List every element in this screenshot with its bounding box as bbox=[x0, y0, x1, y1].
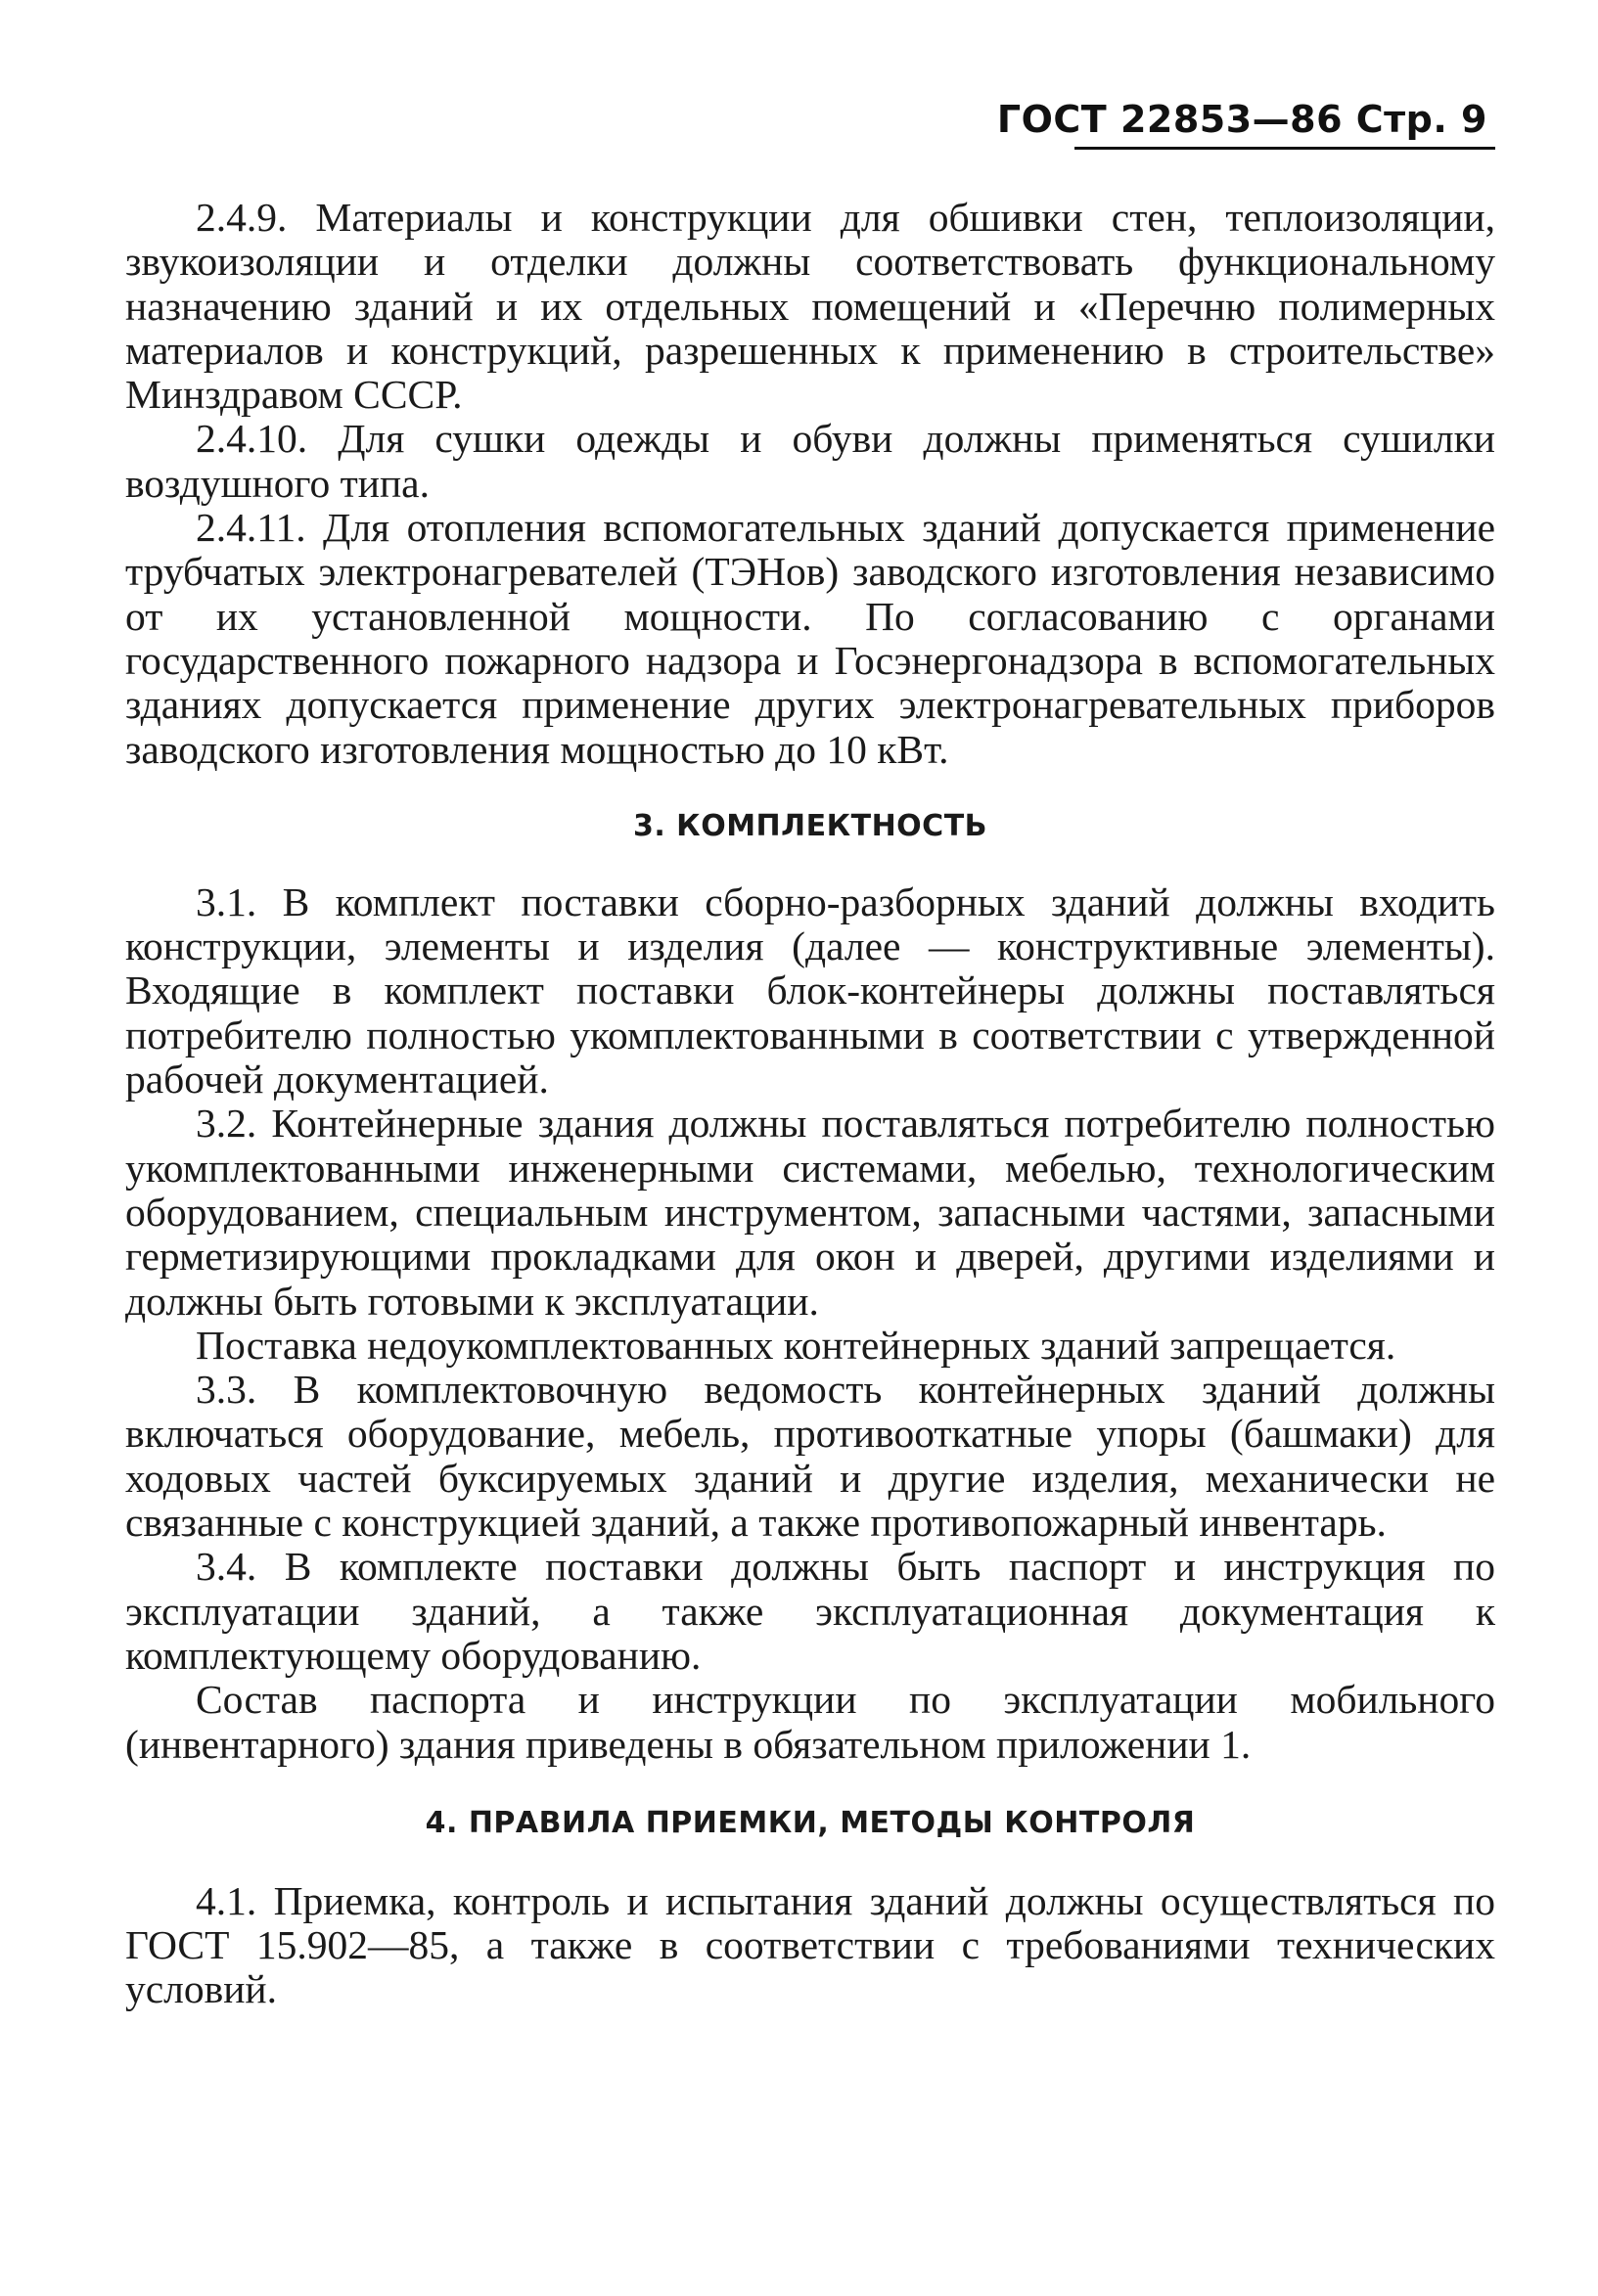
paragraph-3-2-note: Поставка недоукомплектованных контейнерных зданий запрещается. bbox=[196, 1322, 1396, 1368]
body-text bbox=[125, 196, 1495, 2012]
running-header: ГОСТ 22853—86 Стр. 9 bbox=[996, 98, 1487, 141]
section-3-heading: 3. КОМПЛЕКТНОСТЬ bbox=[632, 808, 988, 843]
paragraph-2-4-11: 2.4.11. Для отопления вспомогательных зданий допускается применение трубчатых электронагревателей (ТЭНов) заводского изготовления независимо от их установленной мощности. По согласованию с органами государственного пожарного надзора и Госэнергонадзора в вспомогательных зданиях допускается применение других электронагревательных приборов заводского изготовления мощностью до 10 кВт. bbox=[125, 505, 1495, 772]
document-page bbox=[125, 0, 1495, 2296]
paragraph-2-4-10: 2.4.10. Для сушки одежды и обуви должны применяться сушилки воздушного типа. bbox=[125, 416, 1495, 506]
paragraph-4-1: 4.1. Приемка, контроль и испытания зданий должны осуществляться по ГОСТ 15.902—85, а также в соответствии с требованиями технических условий. bbox=[125, 1877, 1495, 2012]
paragraph-3-1: 3.1. В комплект поставки сборно-разборных зданий должны входить конструкции, элементы и изделия (далее — конструктивные элементы). Входящие в комплект поставки блок-контейнеры должны поставляться потребителю полностью укомплектованными в соответствии с утвержденной рабочей документацией. bbox=[125, 878, 1495, 1103]
paragraph-3-3: 3.3. В комплектовочную ведомость контейнерных зданий должны включаться оборудование, мебель, противооткатные упоры (башмаки) для ходовых частей буксируемых зданий и другие изделия, механически не связанные с конструкцией зданий, а также противопожарный инвентарь. bbox=[125, 1367, 1495, 1546]
paragraph-3-4-note: Состав паспорта и инструкции по эксплуатации мобильного (инвентарного) здания приведены в обязательном приложении 1. bbox=[125, 1677, 1495, 1767]
paragraph-3-2: 3.2. Контейнерные здания должны поставляться потребителю полностью укомплектованными инженерными системами, мебелью, технологическим оборудованием, специальным инструментом, запасными частями, запасными герметизирующими прокладками для окон и дверей, другими изделиями и должны быть готовыми к эксплуатации. bbox=[125, 1101, 1495, 1324]
paragraph-3-4: 3.4. В комплекте поставки должны быть паспорт и инструкция по эксплуатации зданий, а также эксплуатационная документация к комплектующему оборудованию. bbox=[125, 1544, 1495, 1678]
paragraph-2-4-9: 2.4.9. Материалы и конструкции для обшивки стен, теплоизоляции, звукоизоляции и отделки должны соответствовать функциональному назначению зданий и их отдельных помещений и «Перечню полимерных материалов и конструкций, разрешенных к применению в строительстве» Минздравом СССР. bbox=[125, 195, 1495, 418]
section-4-heading: 4. ПРАВИЛА ПРИЕМКИ, МЕТОДЫ КОНТРОЛЯ bbox=[425, 1805, 1196, 1840]
header-rule bbox=[1074, 147, 1495, 150]
